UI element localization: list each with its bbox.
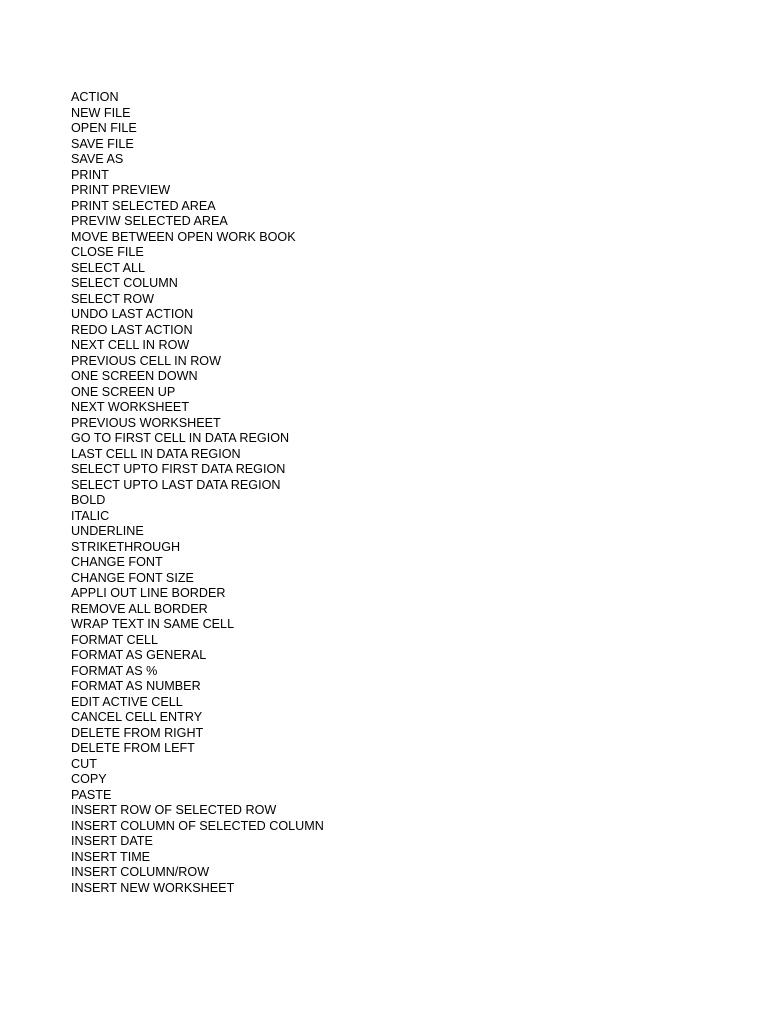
action-list-item: DELETE FROM LEFT — [71, 741, 195, 755]
action-list-item: OPEN FILE — [71, 121, 137, 135]
action-list-item: FORMAT AS % — [71, 663, 158, 678]
action-list-item: PREVIOUS CELL IN ROW — [71, 353, 221, 368]
action-list-item: PRINT — [71, 167, 109, 182]
action-list-item: WRAP TEXT IN SAME CELL — [71, 617, 235, 631]
action-list-item: SELECT UPTO FIRST DATA REGION — [71, 462, 286, 476]
action-list-item: CHANGE FONT — [71, 555, 163, 569]
action-list-item: INSERT NEW WORKSHEET — [71, 880, 235, 895]
action-list-item: INSERT ROW OF SELECTED ROW — [71, 803, 277, 817]
action-list-item: INSERT COLUMN OF SELECTED COLUMN — [71, 818, 324, 833]
action-list-item: INSERT DATE — [71, 834, 153, 848]
action-list-item: REMOVE ALL BORDER — [71, 601, 208, 616]
action-list-item: INSERT TIME — [71, 849, 151, 864]
action-list-item: REDO LAST ACTION — [71, 322, 193, 337]
action-list-item: UNDO LAST ACTION — [71, 307, 194, 321]
action-list-item: LAST CELL IN DATA REGION — [71, 446, 241, 461]
action-list-item: NEXT WORKSHEET — [71, 400, 190, 414]
action-list-item: APPLI OUT LINE BORDER — [71, 586, 226, 600]
action-list-item: ACTION — [71, 90, 119, 104]
action-list-item: NEXT CELL IN ROW — [71, 338, 190, 352]
action-list-item: GO TO FIRST CELL IN DATA REGION — [71, 431, 290, 445]
action-list-item: CLOSE FILE — [71, 245, 144, 259]
action-list-item: FORMAT CELL — [71, 632, 159, 647]
action-list-item: NEW FILE — [71, 105, 131, 120]
action-list-item: SELECT ALL — [71, 260, 145, 275]
action-list-item: SELECT ROW — [71, 291, 155, 306]
action-list-item: PREVIOUS WORKSHEET — [71, 415, 221, 430]
action-list-item: SAVE FILE — [71, 136, 134, 151]
action-list-item: ONE SCREEN UP — [71, 384, 176, 399]
action-list-item: SAVE AS — [71, 152, 124, 166]
action-list-item: BOLD — [71, 493, 106, 507]
action-list-item: PREVIW SELECTED AREA — [71, 214, 228, 228]
action-list-item: FORMAT AS NUMBER — [71, 679, 201, 693]
action-list-item: PASTE — [71, 787, 112, 802]
action-list-item: PRINT SELECTED AREA — [71, 198, 216, 213]
action-list-item: STRIKETHROUGH — [71, 539, 181, 554]
action-list-item: SELECT UPTO LAST DATA REGION — [71, 477, 281, 492]
action-list-item: COPY — [71, 772, 107, 786]
action-list-item: ONE SCREEN DOWN — [71, 369, 198, 383]
action-list-item: MOVE BETWEEN OPEN WORK BOOK — [71, 229, 296, 244]
action-list-item: INSERT COLUMN/ROW — [71, 865, 210, 879]
action-list-item: SELECT COLUMN — [71, 276, 178, 290]
action-list-item: UNDERLINE — [71, 524, 144, 538]
action-list-item: DELETE FROM RIGHT — [71, 725, 204, 740]
action-list — [71, 90, 324, 896]
action-list-item: ITALIC — [71, 508, 110, 523]
action-list-item: EDIT ACTIVE CELL — [71, 694, 183, 709]
action-list-item: PRINT PREVIEW — [71, 183, 171, 197]
action-list-item: CANCEL CELL ENTRY — [71, 710, 203, 724]
action-list-item: CHANGE FONT SIZE — [71, 570, 194, 585]
action-list-item: FORMAT AS GENERAL — [71, 648, 207, 662]
action-list-item: CUT — [71, 756, 97, 771]
